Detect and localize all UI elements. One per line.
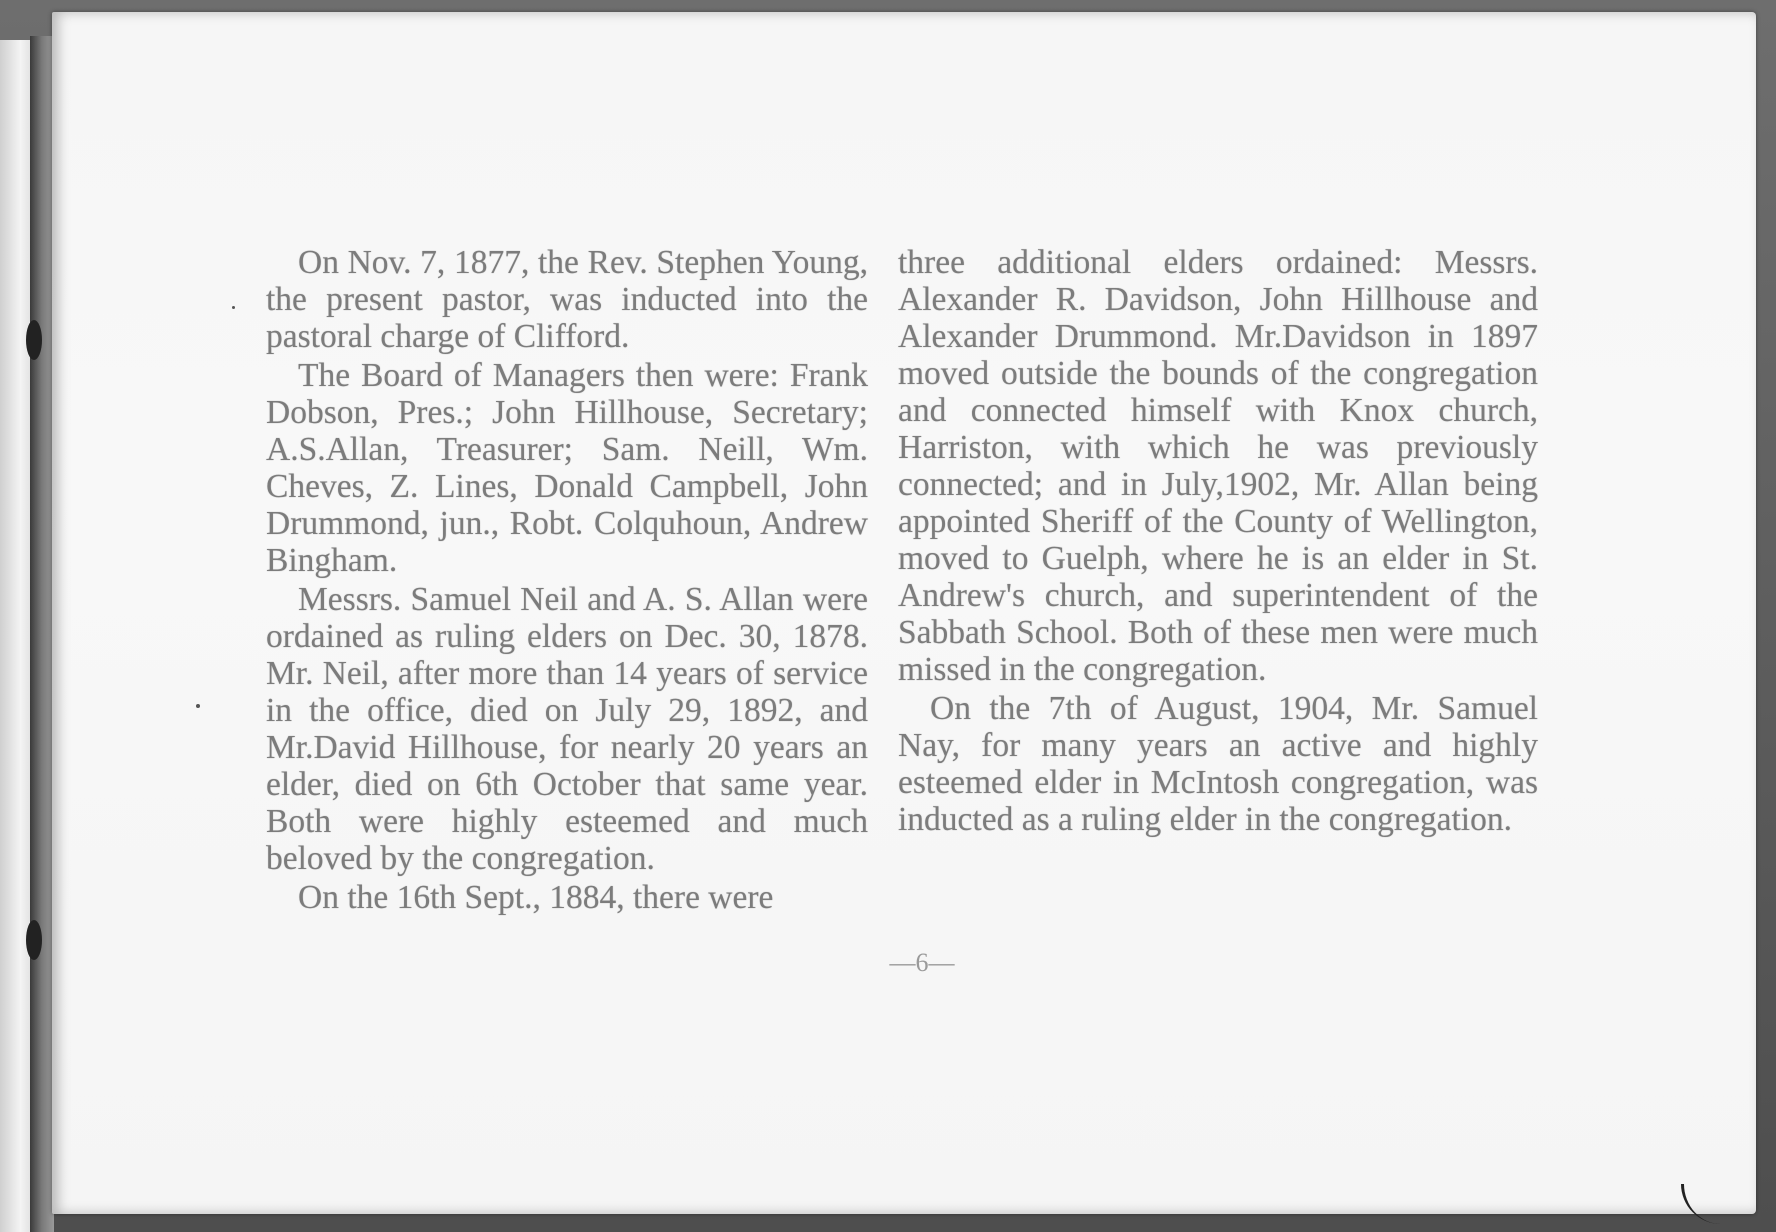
paragraph: The Board of Managers then were: Frank Dobson, Pres.; John Hillhouse, Secretary; A.S.Allan, Treasurer; Sam. Neill, Wm. Cheves, Z. Lines, Donald Campbell, John Drummond, jun., Robt. Colquhoun, Andrew Bingham. [266,357,868,579]
binding-mark [26,320,42,360]
paragraph: On the 16th Sept., 1884, there were [298,879,774,916]
dust-speck [196,704,200,708]
paragraph: three additional elders ordained: Messrs. Alexander R. Davidson, John Hillhouse and Alexander Drummond. Mr.Davidson in 1897 moved outside the bounds of the congregation and connected himself with Knox church, Harriston, with which he was previously connected; and in July,1902, Mr. Allan being appointed Sheriff of the County of Wellington, moved to Guelph, where he is an elder in St. Andrew's church, and superintendent of the Sabbath School. Both of these men were much missed in the congregation. [898,244,1538,688]
page-number: —6— [889,948,955,977]
left-text-column [266,244,868,918]
facing-page-edge [0,40,34,1232]
right-text-column [898,244,1538,840]
paragraph: On the 7th of August, 1904, Mr. Samuel Nay, for many years an active and highly esteemed elder in McIntosh congregation, was inducted as a ruling elder in the congregation. [898,690,1538,838]
paragraph: Messrs. Samuel Neil and A. S. Allan were ordained as ruling elders on Dec. 30, 1878. Mr. Neil, after more than 14 years of service in the office, died on July 29, 1892, and Mr.David Hillhouse, for nearly 20 years an elder, died on 6th October that same year. Both were highly esteemed and much beloved by the congregation. [266,581,868,877]
book-page [52,12,1756,1214]
book-binding [30,36,54,1232]
paragraph: On Nov. 7, 1877, the Rev. Stephen Young, the present pastor, was inducted into the pastoral charge of Clifford. [266,244,868,355]
dust-speck [232,306,235,309]
binding-mark [26,920,42,960]
